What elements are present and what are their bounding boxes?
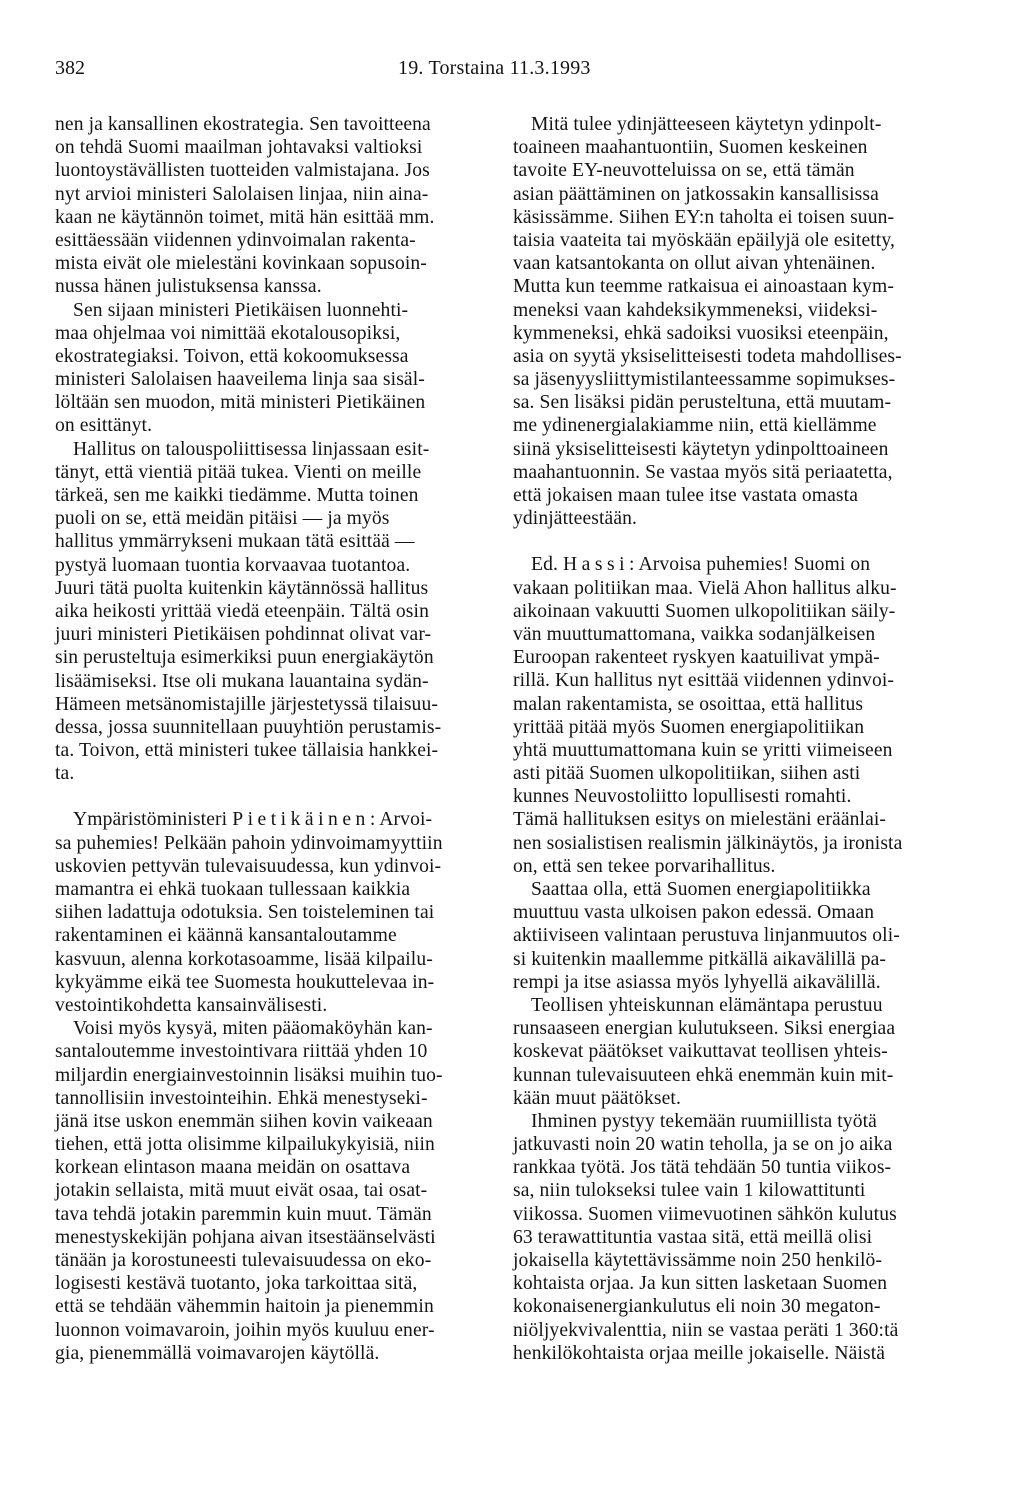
text-line: ekostrategiaksi. Toivon, että kokoomuksessa (55, 345, 409, 367)
text-line: jänä itse uskon enemmän siihen kovin vaikeaan (55, 1110, 433, 1132)
text-line: sa puhemies! Pelkään pahoin ydinvoimamyyttiin (55, 832, 443, 854)
speech-title-prefix: Ympäristöministeri (73, 809, 233, 831)
text-line: rillä. Kun hallitus nyt esittää viidennen ydinvoi- (513, 670, 895, 692)
text-line: maa ohjelmaa voi nimittää ekotalousopiksi, (55, 322, 401, 344)
text-line: nussa hänen julistuksensa kanssa. (55, 276, 322, 298)
text-line: Voisi myös kysyä, miten pääomaköyhän kan- (73, 1018, 433, 1040)
speaker-name: Hassi (562, 554, 630, 576)
text-line: viikossa. Suomen viimevuotinen sähkön kulutus (513, 1203, 897, 1225)
text-line: mamantra ei ehkä tuokaan tullessaan kaikkia (55, 879, 411, 900)
text-line: käsissämme. Siihen EY:n taholta ei toisen suun- (513, 206, 895, 228)
text-line: tavoite EY-neuvotteluissa on se, että tämän (513, 160, 855, 182)
text-line: toaineen maahantuontiin, Suomen keskeinen (513, 137, 868, 159)
text-line: Mutta kun teemme ratkaisua ei ainoastaan kym- (513, 276, 895, 298)
text-line: puoli on se, että meidän pitäisi — ja myös (55, 508, 390, 530)
text-line: sa, niin tulokseksi tulee vain 1 kilowattitunti (513, 1180, 866, 1202)
text-line: Hallitus on talouspoliittisessa linjassaan esit- (73, 438, 430, 460)
text-line: logisesti kestävä tuotanto, joka tarkoittaa sitä, (55, 1273, 418, 1295)
running-head: 19. Torstaina 11.3.1993 (398, 57, 591, 79)
text-line: ta. Toivon, että ministeri tukee tällaisia hankkei- (55, 740, 439, 762)
text-line: esittäessään viidennen ydinvoimalan rakenta- (55, 229, 416, 251)
text-line: taisia vaateita tai myöskään epäilyjä ole esitetty, (513, 229, 895, 251)
text-line: tärkeä, sen me kaikki tiedämme. Mutta toinen (55, 485, 419, 506)
text-line: niöljyekvivalenttia, niin se vastaa peräti 1 360:tä (513, 1319, 899, 1341)
text-line: mista eivät ole mielestäni kovinkaan sopusoin- (55, 253, 427, 275)
text-line: on esittänyt. (55, 415, 153, 437)
text-line: asia on syytä yksiselitteisesti todeta mahdollises- (513, 345, 902, 367)
speaker-name: Pietikäinen (232, 809, 370, 831)
text-line: menestyskekijän pohjana aivan itsestäänselvästi (55, 1226, 436, 1248)
text-line: sin perusteltuja esimerkiksi puun energiakäytön (55, 647, 434, 669)
text-line: tiehen, että jotta olisimme kilpailukykyisiä, niin (55, 1134, 435, 1156)
page-header (55, 55, 985, 85)
text-line: on, että sen tekee porvarihallitus. (513, 855, 776, 877)
text-line: Saattaa olla, että Suomen energiapolitiikka (531, 879, 871, 900)
text-line: kohtaista orjaa. Ja kun sitten lasketaan Suomen (513, 1273, 888, 1295)
text-line: miljardin energiainvestoinnin lisäksi muihin tuo- (55, 1064, 443, 1086)
text-line: tänään ja korostuneesti tulevaisuudessa on eko- (55, 1250, 432, 1271)
text-line: rankkaa työtä. Jos tätä tehdään 50 tuntia viikos- (513, 1157, 892, 1179)
text-line: Tämä hallituksen esitys on mielestäni eräänlai- (513, 809, 887, 831)
page-number: 382 (55, 57, 85, 79)
text-line: sa jäsenyysliittymistilanteessamme sopimukses- (513, 369, 896, 391)
text-line: nen ja kansallinen ekostrategia. Sen tavoitteena (55, 114, 431, 135)
text-line: on tehdä Suomi maailman johtavaksi valtioksi (55, 137, 423, 159)
text-line: si kuitenkin maallemme pitkällä aikavälillä pa- (513, 948, 887, 970)
right-column (513, 113, 965, 1365)
text-line: rempi ja itse asiassa myös lyhyellä aikavälillä. (513, 971, 881, 993)
text-line: korkean elintason maana meidän on osattava (55, 1157, 411, 1179)
left-column (55, 113, 507, 1365)
text-line: jatkuvasti noin 20 watin teholla, ja se on jo aika (513, 1134, 893, 1156)
text-line: ydinjätteestään. (513, 508, 638, 530)
text-line: Hämeen metsänomistajille järjestetyssä tilaisuu- (55, 693, 438, 715)
text-line: että se tehdään vähemmin haitoin ja pienemmin (55, 1296, 434, 1318)
paragraph-gap (513, 530, 965, 553)
text-line: ministeri Salolaisen haaveilema linja saa sisäl- (55, 369, 425, 391)
text-line: Juuri tätä puolta kuitenkin käytännössä hallitus (55, 577, 429, 599)
text-line: santaloutemme investointivara riittää yhden 10 (55, 1041, 428, 1063)
text-line: rakentaminen ei käännä kansantaloutamme (55, 925, 397, 947)
text-line: siihen ladattuja odotuksia. Sen toisteleminen tai (55, 902, 435, 924)
paragraph-gap (55, 785, 507, 808)
text-line: lisäämiseksi. Itse oli mukana lauantaina sydän- (55, 670, 429, 692)
text-line: Sen sijaan ministeri Pietikäisen luonnehti- (73, 299, 409, 321)
text-line: maahantuonnin. Se vastaa myös sitä periaatetta, (513, 461, 893, 483)
text-line: hallitus ymmärrykseni mukaan tätä esittää — (55, 531, 415, 553)
text-line: vestointikohdetta kansainvälisesti. (55, 994, 328, 1016)
text-line: kunnan tulevaisuuteen ehkä enemmän kuin mit- (513, 1064, 894, 1086)
text-line: aika heikosti yrittää viedä eteenpäin. Tältä osin (55, 600, 429, 622)
text-line: asian päättäminen on jatkossakin kansallisissa (513, 183, 879, 205)
text-line: me ydinenergialakiamme niin, että kiellämme (513, 415, 877, 437)
text-line: luontoystävällisten tuotteiden valmistajana. Jos (55, 160, 430, 182)
text-line: dessa, jossa suunnitellaan puuyhtiön perustamis- (55, 716, 442, 738)
text-line: tänyt, että vientiä pitää tukea. Vienti on meille (55, 461, 422, 483)
speech-heading (55, 808, 507, 831)
text-line: aikoinaan vakuutti Suomen ulkopolitiikan säily- (513, 600, 896, 622)
text-line: siinä yksiselitteisesti käytetyn ydinpolttoaineen (513, 438, 889, 460)
text-line: sa. Sen lisäksi pidän perusteltuna, että muutam- (513, 392, 892, 414)
text-line: runsaaseen energian kulutukseen. Siksi energiaa (513, 1018, 896, 1040)
text-line: uskovien pettyvän tulevaisuudessa, kun ydinvoi- (55, 855, 442, 877)
text-line: Teollisen yhteiskunnan elämäntapa perustuu (531, 994, 883, 1016)
text-line: Mitä tulee ydinjätteeseen käytetyn ydinpolt- (531, 114, 882, 135)
text-line: asti pitää Suomen ulkopolitiikan, siihen asti (513, 763, 861, 785)
text-line: Ihminen pystyy tekemään ruumiillista työtä (531, 1110, 877, 1132)
text-line: malan rakentamista, se osoittaa, että hallitus (513, 693, 864, 715)
text-line: vaan katsantokanta on ollut aivan yhtenäinen. (513, 253, 876, 275)
text-line: yrittää pitää myös Suomen energiapolitiikan (513, 716, 865, 738)
text-line: ta. (55, 763, 75, 785)
text-line: meneksi vaan kahdeksikymmeneksi, viideksi- (513, 299, 878, 321)
text-line: 63 terawattituntia vastaa sitä, että meillä olisi (513, 1226, 873, 1248)
text-line: yhtä muuttumattomana kuin se yritti viimeiseen (513, 739, 893, 761)
text-line: pystyä luomaan tuontia korvaavaa tuotantoa. (55, 554, 411, 576)
text-line: juuri ministeri Pietikäisen pohdinnat olivat var- (55, 624, 432, 646)
text-line: tannollisiin investointeihin. Ehkä menestyseki- (55, 1087, 428, 1109)
text-line: muuttuu vasta ulkoisen pakon edessä. Omaan (513, 902, 875, 924)
text-line: gia, pienemmällä voimavarojen käytöllä. (55, 1342, 380, 1364)
text-line: kasvuun, alenna korkotasoamme, lisää kilpailu- (55, 948, 433, 970)
speech-title-suffix: : Arvoisa puhemies! Suomi on (629, 554, 871, 576)
text-line: vän muuttumattomana, vaikka sodanjälkeisen (513, 623, 876, 645)
text-line: että jokaisen maan tulee itse vastata omasta (513, 485, 858, 506)
text-line: jotakin sellaista, mitä muut eivät osaa, tai osat- (55, 1180, 428, 1202)
text-line: kunnes Neuvostoliitto lopullisesti romahti. (513, 786, 852, 808)
text-line: tava tehdä jotakin paremmin kuin muut. Tämän (55, 1203, 432, 1225)
speech-title-prefix: Ed. (531, 554, 563, 576)
text-line: Euroopan rakenteet ryskyen kaatuilivat ympä- (513, 647, 880, 669)
text-line: jokaisella käytettävissämme noin 250 henkilö- (513, 1250, 883, 1271)
text-line: löltään sen muodon, mitä ministeri Pietikäinen (55, 392, 426, 414)
text-line: koskevat päätökset vaikuttavat teollisen yhteis- (513, 1041, 888, 1063)
text-line: kymmeneksi, ehkä sadoiksi vuosiksi eteenpäin, (513, 322, 889, 344)
text-line: aktiiviseen valintaan perustuva linjanmuutos oli- (513, 925, 900, 947)
text-line: luonnon voimavaroin, joihin myös kuuluu ener- (55, 1319, 435, 1341)
speech-heading (513, 553, 965, 576)
text-line: kään muut päätökset. (513, 1087, 681, 1109)
text-line: nen sosialistisen realismin jälkinäytös, ja ironista (513, 832, 903, 854)
text-line: kaan ne käytännön toimet, mitä hän esittää mm. (55, 206, 435, 228)
text-line: henkilökohtaista orjaa meille jokaiselle. Näistä (513, 1342, 886, 1364)
text-line: kokonaisenergiankulutus eli noin 30 megaton- (513, 1296, 881, 1318)
text-line: nyt arvioi ministeri Salolaisen linjaa, niin aina- (55, 183, 429, 205)
speech-title-suffix: : Arvoi- (369, 809, 433, 831)
text-line: kykyämme eikä tee Suomesta houkuttelevaa in- (55, 971, 435, 993)
text-line: vakaan politiikan maa. Vielä Ahon hallitus alku- (513, 577, 897, 599)
